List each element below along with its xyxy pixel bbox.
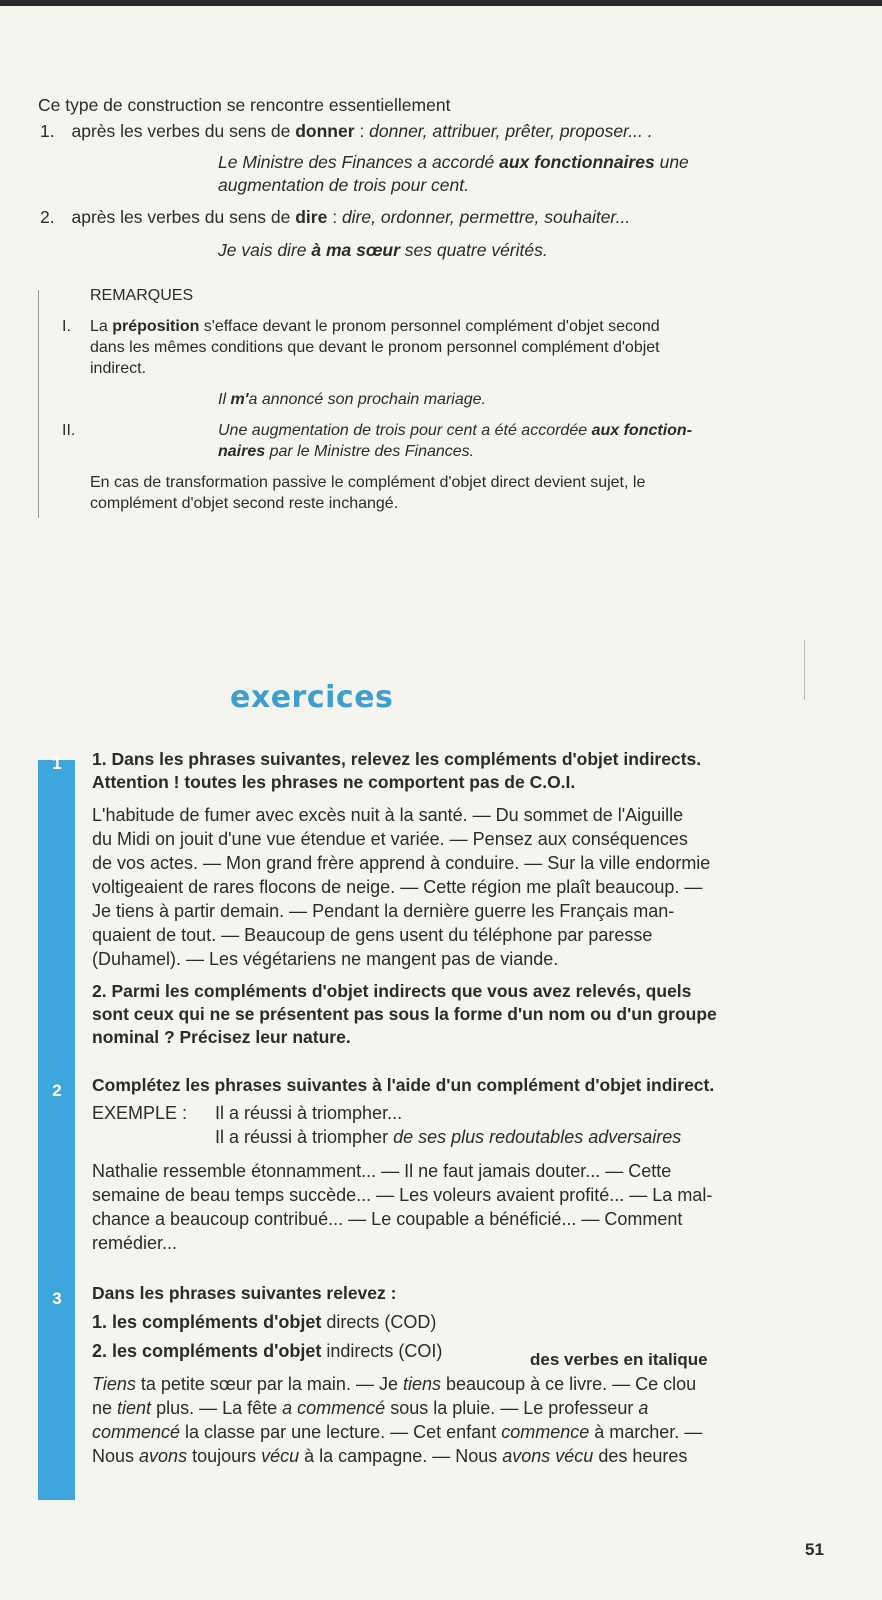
- exercise-1-text-line: de vos actes. — Mon grand frère apprend à conduire. — Sur la ville endormie: [92, 853, 711, 873]
- remark-2-line-2: [218, 442, 474, 462]
- exercise-3-item-2: [92, 1340, 442, 1364]
- verb-italic: avons: [139, 1446, 188, 1466]
- exercise-3-text-line-2: [92, 1397, 648, 1421]
- text: plus. — La fête: [151, 1398, 283, 1418]
- exercise-1-question-2-line-1: 2. Parmi les compléments d'objet indirects que vous avez relevés, quels: [92, 981, 692, 1001]
- item-label: 1. les compléments d'objet: [92, 1312, 322, 1332]
- remark-example-text: a annoncé son prochain mariage.: [248, 391, 486, 408]
- verb-italic: avons vécu: [502, 1446, 594, 1466]
- remark-paragraph-line-2: complément d'objet second reste inchangé.: [90, 495, 399, 512]
- example-text: Il a réussi à triompher: [215, 1127, 394, 1147]
- exercise-1-text-line: Je tiens à partir demain. — Pendant la dernière guerre les Français man-: [92, 901, 675, 921]
- item-verbs: donner, attribuer, prêter, proposer... .: [369, 121, 653, 141]
- text: ne: [92, 1398, 118, 1418]
- remark-2-line-1: [218, 421, 692, 441]
- remark-example-highlight: naires: [218, 443, 266, 460]
- item-type: indirects (COI): [321, 1341, 443, 1361]
- exercise-sidebar: [38, 760, 75, 1500]
- remarques-margin-rule: [38, 290, 39, 518]
- remark-text: s'efface devant le pronom personnel complément d'objet second: [199, 318, 660, 335]
- remark-text: La: [90, 318, 113, 335]
- item-keyword: donner: [295, 121, 355, 141]
- remark-1-example: [218, 390, 486, 410]
- verb-italic: a commencé: [282, 1398, 386, 1418]
- item-label: 2. les compléments d'objet: [92, 1341, 322, 1361]
- remark-example-text: Une augmentation de trois pour cent a été accordée: [218, 422, 592, 439]
- remark-1-number: I.: [62, 318, 71, 335]
- remark-example-text: par le Ministre des Finances.: [265, 443, 475, 460]
- remarques-title: REMARQUES: [90, 287, 194, 304]
- item-text: après les verbes du sens de: [71, 207, 296, 227]
- exercise-1-text-line: quaient de tout. — Beaucoup de gens usent du téléphone par paresse: [92, 925, 653, 945]
- exercise-2-text-line: chance a beaucoup contribué... — Le coupable a bénéficié... — Comment: [92, 1209, 683, 1229]
- exercise-3-question: Dans les phrases suivantes relevez :: [92, 1283, 397, 1303]
- exercise-1-question-2-line-3: nominal ? Précisez leur nature.: [92, 1027, 351, 1047]
- text: ta petite sœur par la main. — Je: [135, 1374, 403, 1394]
- example-text: ses quatre vérités.: [399, 240, 548, 260]
- section-title: exercices: [230, 680, 394, 715]
- verb-italic: a: [638, 1398, 649, 1418]
- example-text: Je vais dire: [218, 240, 312, 260]
- example-text: une: [654, 152, 689, 172]
- example-text: Le Ministre des Finances a accordé: [218, 152, 500, 172]
- example-2: [218, 239, 548, 261]
- text: à la campagne. — Nous: [299, 1446, 503, 1466]
- item-colon: :: [327, 207, 342, 227]
- remark-1-line-2: dans les mêmes conditions que devant le pronom personnel complément d'objet: [90, 339, 660, 356]
- exercise-3-brace-note: des verbes en italique: [530, 1350, 708, 1369]
- intro-item-2: [40, 206, 630, 228]
- exercise-3-text-line-4: [92, 1445, 687, 1469]
- exercise-1-question-1-line-1: 1. Dans les phrases suivantes, relevez les compléments d'objet indirects.: [92, 749, 702, 769]
- item-text: après les verbes du sens de: [71, 121, 296, 141]
- remark-example-highlight: m': [230, 391, 249, 408]
- exercise-3-text-line-3: [92, 1421, 702, 1445]
- exercise-2-text-line: remédier...: [92, 1233, 178, 1253]
- exercise-1-question-2-line-2: sont ceux qui ne se présentent pas sous la forme d'un nom ou d'un groupe: [92, 1004, 717, 1024]
- item-colon: :: [354, 121, 370, 141]
- text: la classe par une lecture. — Cet enfant: [180, 1422, 502, 1442]
- exercise-1-text-line: (Duhamel). — Les végétariens ne mangent pas de viande.: [92, 949, 559, 969]
- exercise-3-number: 3: [52, 1289, 62, 1308]
- remark-1-line-3: indirect.: [90, 360, 147, 377]
- text: sous la pluie. — Le professeur: [385, 1398, 639, 1418]
- item-type: directs (COD): [321, 1312, 437, 1332]
- remark-example-highlight: aux fonction-: [591, 422, 693, 439]
- text: beaucoup à ce livre. — Ce clou: [441, 1374, 697, 1394]
- exercise-2-text-line: Nathalie ressemble étonnamment... — Il ne faut jamais douter... — Cette: [92, 1161, 672, 1181]
- verb-italic: Tiens: [92, 1374, 136, 1394]
- exercise-2-number: 2: [52, 1081, 62, 1100]
- page-number: 51: [805, 1540, 824, 1559]
- exercise-1-text-line: L'habitude de fumer avec excès nuit à la santé. — Du sommet de l'Aiguille: [92, 805, 684, 825]
- verb-italic: commence: [501, 1422, 590, 1442]
- exercise-1-number: 1: [52, 754, 62, 773]
- item-number: 1.: [40, 121, 55, 141]
- remark-keyword: préposition: [112, 318, 200, 335]
- example-1-line-1: [218, 151, 689, 173]
- remark-paragraph-line-1: En cas de transformation passive le complément d'objet direct devient sujet, le: [90, 474, 646, 491]
- item-keyword: dire: [295, 207, 328, 227]
- verb-italic: commencé: [92, 1422, 181, 1442]
- exercise-2-question: Complétez les phrases suivantes à l'aide d'un complément d'objet indirect.: [92, 1075, 715, 1095]
- text: toujours: [187, 1446, 262, 1466]
- verb-italic: vécu: [261, 1446, 300, 1466]
- text: Nous: [92, 1446, 140, 1466]
- exercise-2-text-line: semaine de beau temps succède... — Les voleurs avaient profité... — La mal-: [92, 1185, 713, 1205]
- text: à marcher. —: [589, 1422, 703, 1442]
- text: des heures: [593, 1446, 688, 1466]
- example-highlight: à ma sœur: [311, 240, 400, 260]
- exercise-3-text-line-1: [92, 1373, 696, 1397]
- exercise-1-question-1-line-2: Attention ! toutes les phrases ne comportent pas de C.O.I.: [92, 772, 576, 792]
- remark-1-line-1: [90, 317, 660, 337]
- example-highlight: aux fonctionnaires: [499, 152, 655, 172]
- scan-top-edge: [0, 0, 882, 6]
- exercise-2-example-line-1: Il a réussi à triompher...: [215, 1103, 403, 1123]
- remark-example-text: Il: [218, 391, 231, 408]
- exercise-1-text-line: du Midi on jouit d'une vue étendue et variée. — Pensez aux conséquences: [92, 829, 688, 849]
- example-answer: de ses plus redoutables adversaires: [393, 1127, 682, 1147]
- intro-item-1: [40, 120, 653, 142]
- exercise-2-example-line-2: [215, 1126, 681, 1150]
- exercise-2-example-label: EXEMPLE :: [92, 1103, 188, 1123]
- exercise-3-item-1: [92, 1311, 436, 1335]
- exercise-1-text-line: voltigeaient de rares flocons de neige. — Cette région me plaît beaucoup. —: [92, 877, 703, 897]
- remark-2-number: II.: [62, 422, 76, 439]
- example-1-line-2: augmentation de trois pour cent.: [218, 175, 469, 195]
- verb-italic: tient: [117, 1398, 152, 1418]
- item-number: 2.: [40, 207, 55, 227]
- intro-line: Ce type de construction se rencontre essentiellement: [38, 95, 451, 115]
- margin-mark: [804, 640, 805, 700]
- verb-italic: tiens: [402, 1374, 441, 1394]
- item-verbs: dire, ordonner, permettre, souhaiter...: [341, 207, 631, 227]
